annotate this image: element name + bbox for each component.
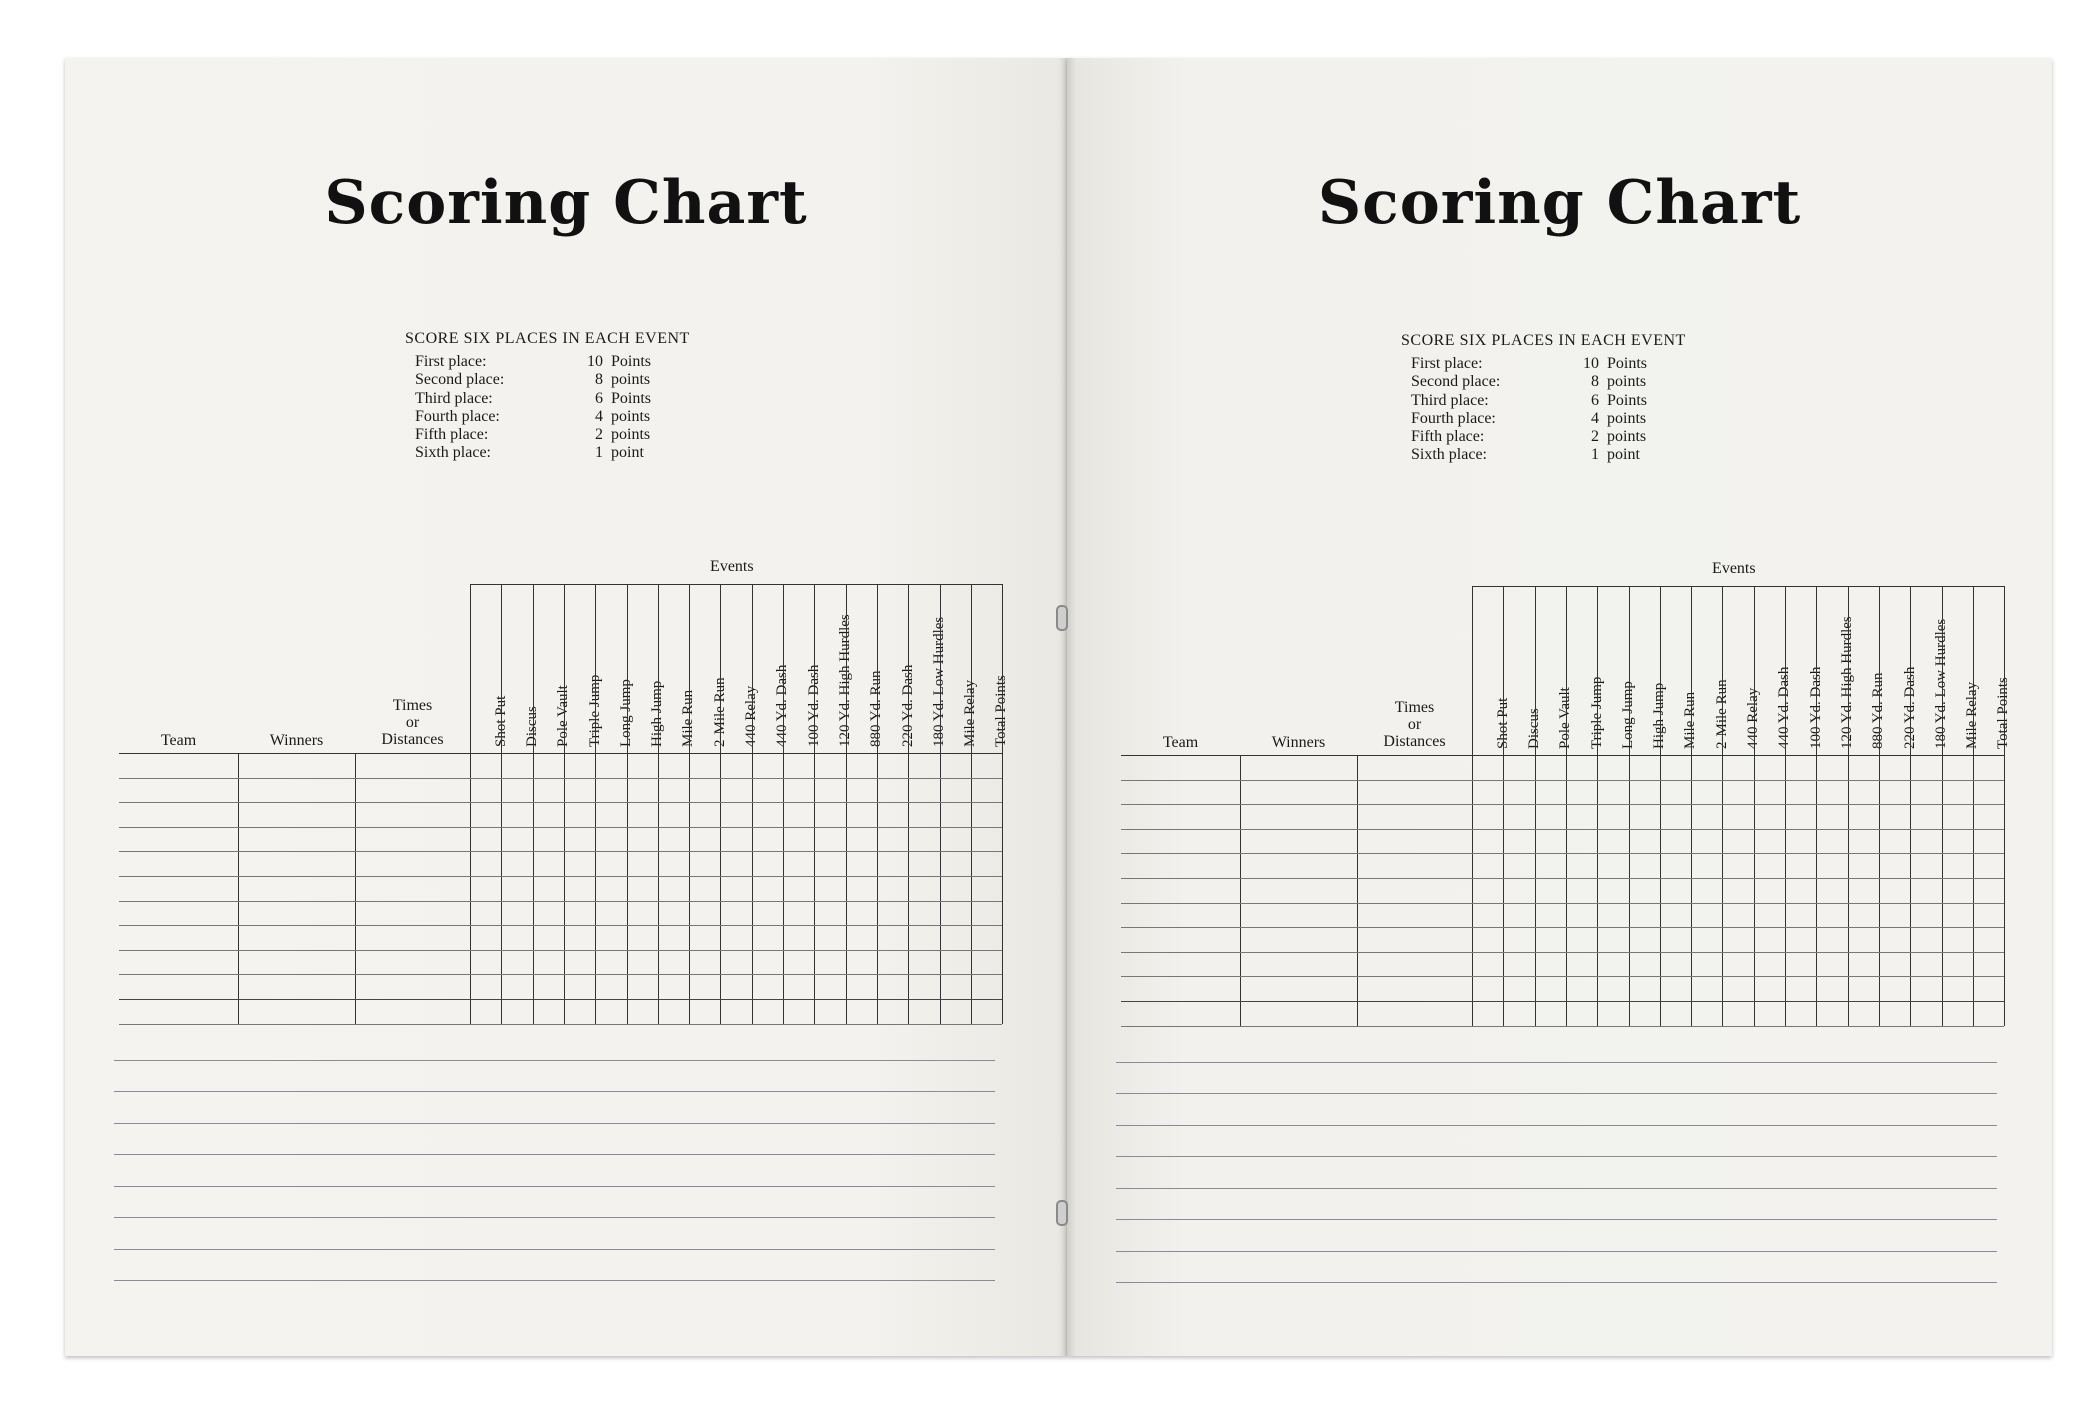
- event-column-divider: [971, 584, 972, 1024]
- place-points-value: 6: [1591, 391, 1599, 409]
- place-points-value: 6: [595, 389, 603, 407]
- event-column-divider: [1629, 586, 1630, 1026]
- place-points-value: 8: [595, 371, 603, 389]
- place-label: Second place:: [1411, 373, 1501, 391]
- winners-column-header: Winners: [1271, 734, 1326, 751]
- binding-gutter: [1058, 58, 1076, 1356]
- place-row: [405, 444, 690, 462]
- table-row-line: [1121, 853, 2004, 854]
- place-label: Sixth place:: [415, 444, 491, 462]
- column-divider: [1240, 755, 1241, 1026]
- table-row-line: [1121, 927, 2004, 928]
- table-row-line: [119, 876, 1002, 877]
- times-header-line-1: Times: [392, 697, 433, 714]
- place-row: [405, 408, 690, 426]
- event-column-divider: [846, 584, 847, 1024]
- table-row-line: [119, 950, 1002, 951]
- notes-line: [114, 1154, 995, 1155]
- table-row-line: [119, 827, 1002, 828]
- event-column-divider: [1597, 586, 1598, 1026]
- event-column-divider: [501, 584, 502, 1024]
- events-label: Events: [1712, 560, 1756, 577]
- event-column-divider: [1722, 586, 1723, 1026]
- page-title: Scoring Chart: [324, 168, 808, 238]
- table-row-line: [1121, 952, 2004, 953]
- place-row: [1401, 428, 1686, 446]
- place-label: Fourth place:: [415, 407, 500, 425]
- table-row-line: [119, 1024, 1002, 1025]
- event-column-divider: [720, 584, 721, 1024]
- place-row: [405, 426, 690, 444]
- winners-column-header: Winners: [269, 732, 324, 749]
- table-row-line: [119, 999, 1002, 1000]
- event-column-divider: [1973, 586, 1974, 1026]
- notes-line: [114, 1217, 995, 1218]
- event-column-divider: [814, 584, 815, 1024]
- place-row: [405, 353, 690, 371]
- event-column-divider: [1503, 586, 1504, 1026]
- place-points-unit: Points: [1607, 391, 1648, 409]
- notes-line: [114, 1186, 995, 1187]
- event-column-divider: [1691, 586, 1692, 1026]
- event-column-divider: [627, 584, 628, 1024]
- place-points-unit: points: [1607, 409, 1647, 427]
- team-column-header: Team: [1162, 734, 1199, 751]
- place-points-unit: point: [1607, 446, 1640, 464]
- scoring-rules-heading: SCORE SIX PLACES IN EACH EVENT: [405, 330, 690, 347]
- column-divider: [355, 753, 356, 1024]
- notes-line: [1116, 1125, 1997, 1126]
- notes-line: [114, 1091, 995, 1092]
- notes-line: [114, 1123, 995, 1124]
- table-row-line: [119, 802, 1002, 803]
- table-row-line: [119, 974, 1002, 975]
- event-column-divider: [1472, 586, 1473, 1026]
- event-column-divider: [908, 584, 909, 1024]
- event-column-divider: [1910, 586, 1911, 1026]
- notes-line: [114, 1280, 995, 1281]
- header-base-line: [119, 753, 1002, 754]
- place-row: [1401, 446, 1686, 464]
- team-column-header: Team: [160, 732, 197, 749]
- place-points-unit: points: [611, 407, 651, 425]
- times-header-line-1: Times: [1394, 699, 1435, 716]
- header-base-line: [1121, 755, 2004, 756]
- place-row: [1401, 373, 1686, 391]
- table-row-line: [1121, 829, 2004, 830]
- place-points-unit: Points: [1607, 355, 1648, 372]
- table-row-line: [1121, 976, 2004, 977]
- event-column-divider: [564, 584, 565, 1024]
- scoring-rules: [1401, 332, 1686, 465]
- times-header-line-2: or: [1407, 716, 1422, 733]
- events-header-top-border: [470, 584, 1002, 585]
- left-page: Scoring Chart SCORE SIX PLACES IN EACH EVENT First place: 10 Points Second place: 8 points Third place: 6 Points Fourth place: 4 points Fifth place: 2 points Sixth place: 1 point Events Team Winners Times or Distances Shot Put Discus Pole Vault Triple Jump Long Jump High Jump Mile Run 2-Mile Run 440 Relay 440 Yd. Dash 100 Yd. Dash 120 Yd. High Hurdles 880 Yd. Run 220 Yd. Dash 180 Yd. Low Hurdles Mile Relay Total Points: [65, 58, 1067, 1356]
- place-label: First place:: [415, 353, 487, 370]
- table-row-line: [119, 901, 1002, 902]
- event-column-divider: [1942, 586, 1943, 1026]
- events-label: Events: [710, 558, 754, 575]
- event-column-divider: [783, 584, 784, 1024]
- place-points-value: 2: [1591, 428, 1599, 446]
- events-header-top-border: [1472, 586, 2004, 587]
- notes-line: [1116, 1093, 1997, 1094]
- notes-line: [1116, 1282, 1997, 1283]
- place-label: Third place:: [1411, 391, 1489, 409]
- place-label: Second place:: [415, 371, 505, 389]
- times-column-header: [1357, 699, 1472, 750]
- place-label: Sixth place:: [1411, 446, 1487, 464]
- event-column-divider: [1002, 584, 1003, 1024]
- place-points-value: 10: [587, 353, 603, 370]
- place-points-unit: Points: [611, 389, 652, 407]
- table-row-line: [1121, 780, 2004, 781]
- notes-line: [114, 1060, 995, 1061]
- place-points-value: 1: [1591, 446, 1599, 464]
- event-column-divider: [470, 584, 471, 1024]
- event-column-divider: [1848, 586, 1849, 1026]
- table-row-line: [1121, 878, 2004, 879]
- place-points-unit: points: [1607, 373, 1647, 391]
- scoring-rules-heading: SCORE SIX PLACES IN EACH EVENT: [1401, 332, 1686, 349]
- place-points-value: 2: [595, 426, 603, 444]
- place-row: [1401, 392, 1686, 410]
- times-header-line-2: or: [405, 714, 420, 731]
- event-column-divider: [1535, 586, 1536, 1026]
- place-row: [405, 390, 690, 408]
- place-points-value: 4: [1591, 409, 1599, 427]
- page-title: Scoring Chart: [1317, 168, 1802, 238]
- column-divider: [1357, 755, 1358, 1026]
- place-row: [405, 371, 690, 389]
- table-row-line: [119, 778, 1002, 779]
- times-column-header: [355, 697, 470, 748]
- table-row-line: [119, 925, 1002, 926]
- place-label: Fifth place:: [415, 426, 489, 444]
- notes-line: [1116, 1188, 1997, 1189]
- place-label: First place:: [1411, 355, 1483, 372]
- place-row: [1401, 355, 1686, 373]
- times-header-line-3: Distances: [1383, 733, 1446, 750]
- place-points-unit: points: [611, 371, 651, 389]
- table-row-line: [119, 851, 1002, 852]
- event-column-divider: [2004, 586, 2005, 1026]
- notes-line: [1116, 1156, 1997, 1157]
- notes-line: [1116, 1062, 1997, 1063]
- table-row-line: [1121, 1001, 2004, 1002]
- event-column-divider: [940, 584, 941, 1024]
- place-points-unit: Points: [611, 353, 652, 370]
- event-column-divider: [595, 584, 596, 1024]
- table-row-line: [1121, 903, 2004, 904]
- place-points-unit: points: [1607, 428, 1647, 446]
- event-column-divider: [1754, 586, 1755, 1026]
- place-row: [1401, 410, 1686, 428]
- times-header-line-3: Distances: [381, 731, 444, 748]
- staple-top: [1056, 605, 1068, 631]
- event-column-divider: [533, 584, 534, 1024]
- event-column-divider: [1566, 586, 1567, 1026]
- notes-line: [1116, 1219, 1997, 1220]
- right-page: Scoring Chart SCORE SIX PLACES IN EACH EVENT First place: 10 Points Second place: 8 points Third place: 6 Points Fourth place: 4 points Fifth place: 2 points Sixth place: 1 point Events Team Winners Times or Distances Shot Put Discus Pole Vault Triple Jump Long Jump High Jump Mile Run 2-Mile Run 440 Relay 440 Yd. Dash 100 Yd. Dash 120 Yd. High Hurdles 880 Yd. Run 220 Yd. Dash 180 Yd. Low Hurdles Mile Relay Total Points: [1067, 58, 2052, 1356]
- event-column-divider: [1660, 586, 1661, 1026]
- event-column-divider: [689, 584, 690, 1024]
- table-row-line: [1121, 804, 2004, 805]
- place-points-value: 4: [595, 407, 603, 425]
- scoring-rules: [405, 330, 690, 463]
- place-points-value: 8: [1591, 373, 1599, 391]
- notes-line: [1116, 1251, 1997, 1252]
- staple-bottom: [1056, 1200, 1068, 1226]
- place-points-unit: point: [611, 444, 644, 462]
- event-column-divider: [1879, 586, 1880, 1026]
- place-label: Third place:: [415, 389, 493, 407]
- column-divider: [238, 753, 239, 1024]
- event-column-divider: [658, 584, 659, 1024]
- event-column-divider: [877, 584, 878, 1024]
- event-column-divider: [1785, 586, 1786, 1026]
- place-points-unit: points: [611, 426, 651, 444]
- table-row-line: [1121, 1026, 2004, 1027]
- place-points-value: 1: [595, 444, 603, 462]
- event-column-divider: [1816, 586, 1817, 1026]
- notes-line: [114, 1249, 995, 1250]
- place-label: Fifth place:: [1411, 428, 1485, 446]
- place-label: Fourth place:: [1411, 409, 1496, 427]
- event-column-divider: [752, 584, 753, 1024]
- place-points-value: 10: [1583, 355, 1599, 372]
